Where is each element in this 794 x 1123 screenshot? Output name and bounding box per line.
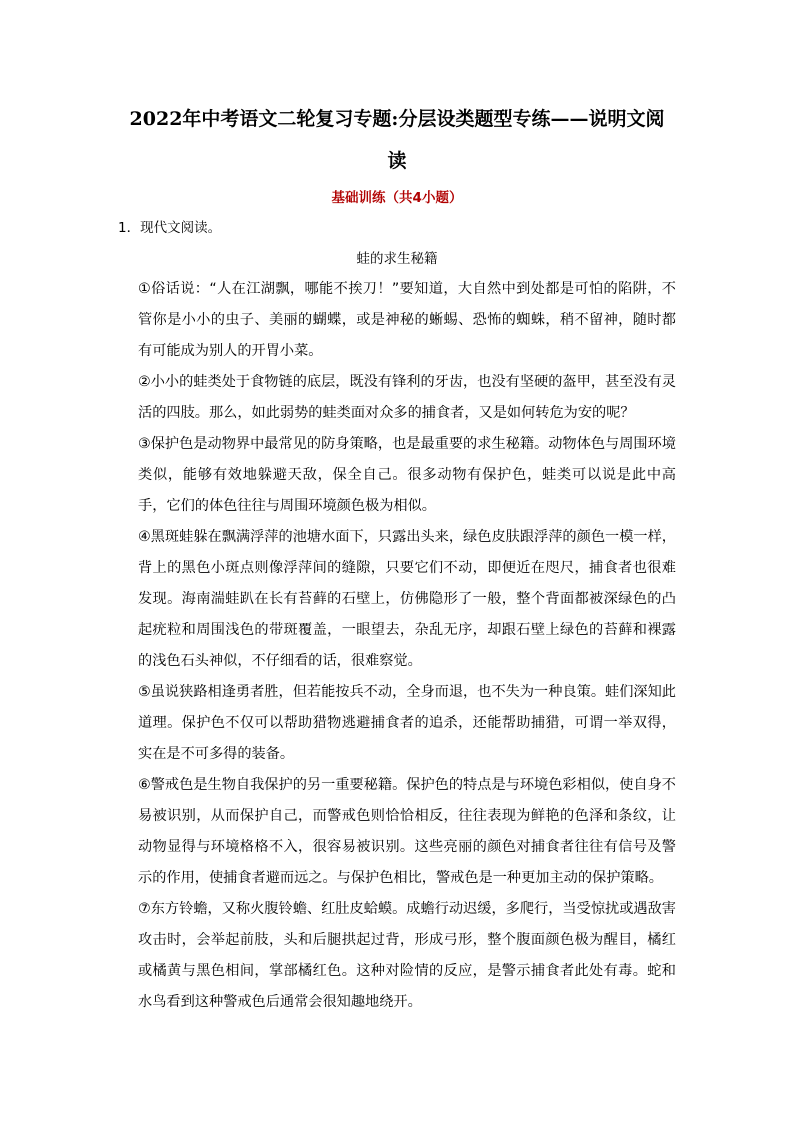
article-paragraph-3: ③保护色是动物界中最常见的防身策略，也是最重要的求生秘籍。动物体色与周围环境类似，能够有效地躲避天敌，保全自己。很多动物有保护色，蛙类可以说是此中高手，它们的体色往往与周围环境颜色极为相似。 (138, 436, 676, 514)
article-paragraph-1: ①俗话说：“人在江湖飘，哪能不挨刀！”要知道，大自然中到处都是可怕的陷阱，不管你是小小的虫子、美丽的蝴蝶，或是神秘的蜥蜴、恐怖的蜘蛛，稍不留神，随时都有可能成为别人的开胃小菜。 (138, 281, 676, 359)
article-paragraph-6: ⑥警戒色是生物自我保护的另一重要秘籍。保护色的特点是与环境色彩相似，使自身不易被识别，从而保护自己，而警戒色则恰恰相反，往往表现为鲜艳的色泽和条纹，让动物显得与环境格格不入，很容易被识别。这些亮丽的颜色对捕食者往往有信号及警示的作用，使捕食者避而远之。与保护色相比，警戒色是一种更加主动的保护策略。 (138, 777, 676, 886)
question-number: 1．现代文阅读。 (118, 220, 222, 236)
document-title-line-2: 读 (387, 150, 407, 172)
article-paragraph-5: ⑤虽说狭路相逢勇者胜，但若能按兵不动，全身而退，也不失为一种良策。蛙们深知此道理。保护色不仅可以帮助猎物逃避捕食者的追杀，还能帮助捕猎，可谓一举双得，实在是不可多得的装备。 (138, 684, 676, 762)
article-paragraph-2: ②小小的蛙类处于食物链的底层，既没有锋利的牙齿，也没有坚硬的盔甲，甚至没有灵活的四肢。那么，如此弱势的蛙类面对众多的捕食者，又是如何转危为安的呢？ (138, 374, 676, 421)
document-title-line-1: 2022年中考语文二轮复习专题:分层设类题型专练——说明文阅 (129, 108, 665, 130)
section-heading: 基础训练（共4小题） (331, 190, 463, 206)
article-paragraph-4: ④黑斑蛙躲在飘满浮萍的池塘水面下，只露出头来，绿色皮肤跟浮萍的颜色一模一样，背上的黑色小斑点则像浮萍间的缝隙，只要它们不动，即便近在咫尺，捕食者也很难发现。海南湍蛙趴在长有苔藓的石壁上，仿佛隐形了一般，整个背面都被深绿色的凸起疣粒和周围浅色的带斑覆盖，一眼望去，杂乱无序，却跟石壁上绿色的苔藓和裸露的浅色石头神似，不仔细看的话，很难察觉。 (138, 529, 676, 669)
article-title: 蛙的求生秘籍 (356, 251, 438, 267)
article-paragraph-7: ⑦东方铃蟾，又称火腹铃蟾、红肚皮蛤蟆。成蟾行动迟缓，多爬行，当受惊扰或遇敌害攻击时，会举起前肢，头和后腿拱起过背，形成弓形，整个腹面颜色极为醒目，橘红或橘黄与黑色相间，掌部橘红色。这种对险情的反应，是警示捕食者此处有毒。蛇和水鸟看到这种警戒色后通常会很知趣地绕开。 (138, 901, 676, 1010)
